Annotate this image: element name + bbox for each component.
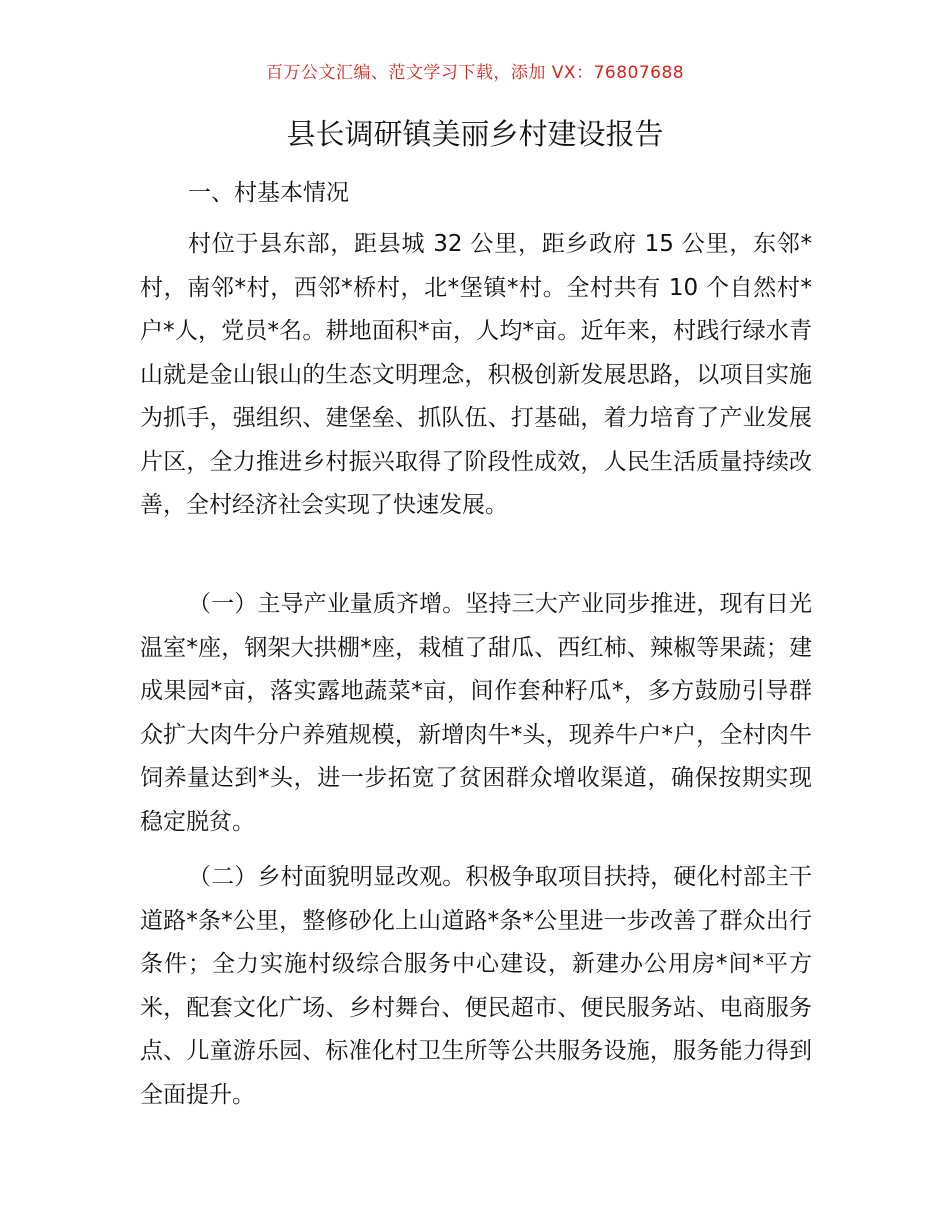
document-title: 县长调研镇美丽乡村建设报告: [286, 117, 664, 151]
section-heading: 一、村基本情况: [188, 180, 349, 206]
paragraph-industry: （一）主导产业量质齐增。坚持三大产业同步推进，现有日光温室*座，钢架大拱棚*座，栽植了甜瓜、西红柿、辣椒等果蔬；建成果园*亩，落实露地蔬菜*亩，间作套种籽瓜*，多方鼓励引导群众扩大肉牛分户养殖规模，新增肉牛*头，现养牛户*户，全村肉牛饲养量达到*头，进一步拓宽了贫困群众增收渠道，确保按期实现稳定脱贫。: [140, 591, 812, 835]
paragraph-village-appearance: （二）乡村面貌明显改观。积极争取项目扶持，硬化村部主干道路*条*公里，整修砂化上山道路*条*公里进一步改善了群众出行条件；全力实施村级综合服务中心建设，新建办公用房*间*平方米，配套文化广场、乡村舞台、便民超市、便民服务站、电商服务点、儿童游乐园、标准化村卫生所等公共服务设施，服务能力得到全面提升。: [140, 864, 812, 1108]
watermark-text: 百万公文汇编、范文学习下载，添加 VX：76807688: [265, 63, 685, 83]
paragraph-basic-info: 村位于县东部，距县城 32 公里，距乡政府 15 公里，东邻*村，南邻*村，西邻*桥村，北*堡镇*村。全村共有 10 个自然村*户*人，党员*名。耕地面积*亩，人均*亩。近年来，村践行绿水青山就是金山银山的生态文明理念，积极创新发展思路，以项目实施为抓手，强组织、建堡垒、抓队伍、打基础，着力培育了产业发展片区，全力推进乡村振兴取得了阶段性成效，人民生活质量持续改善，全村经济社会实现了快速发展。: [140, 231, 812, 518]
